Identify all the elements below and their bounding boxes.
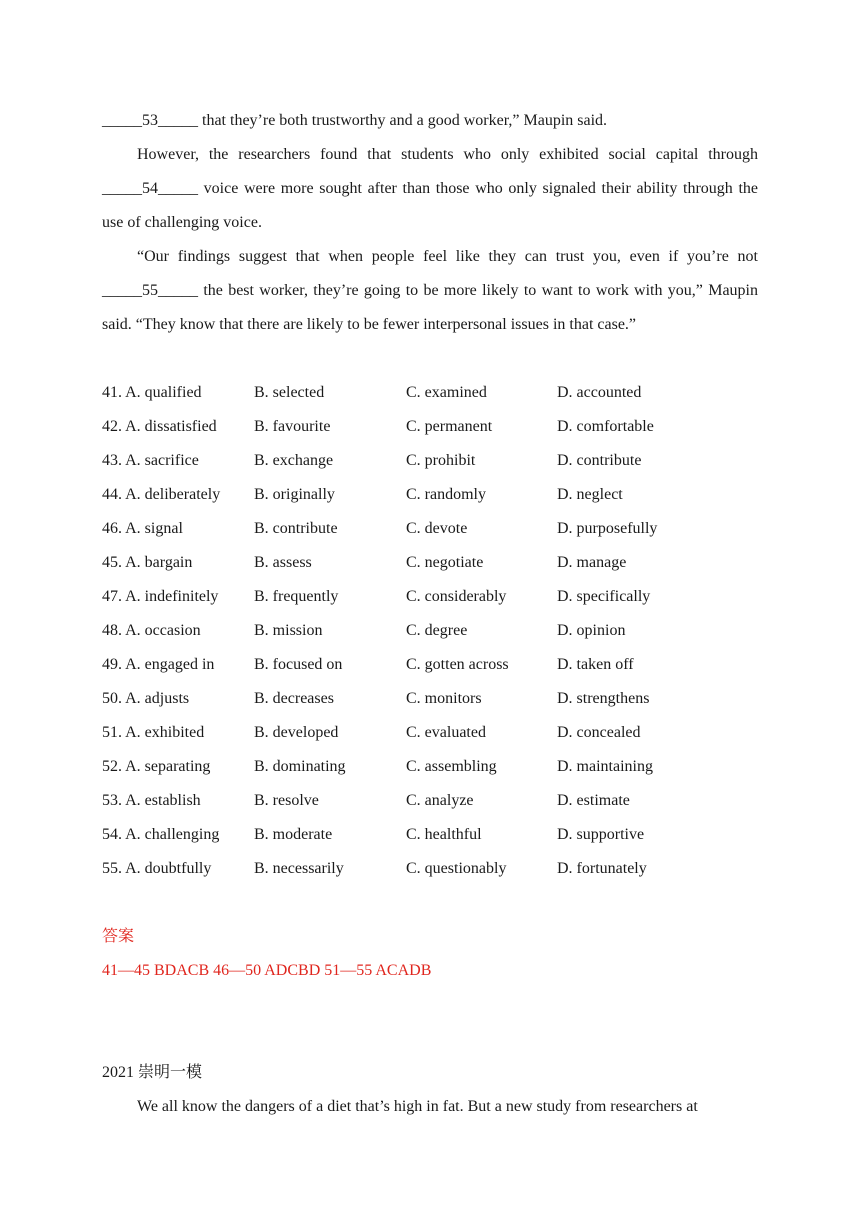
option-b: B. focused on (254, 656, 343, 673)
option-d: D. taken off (557, 656, 634, 673)
option-d: D. specifically (557, 588, 651, 605)
option-b: B. originally (254, 486, 335, 503)
option-c: C. negotiate (406, 554, 484, 571)
option-row (102, 376, 758, 410)
option-b: B. mission (254, 622, 323, 639)
option-d: D. purposefully (557, 520, 658, 537)
option-b: B. developed (254, 724, 339, 741)
option-a: 44. A. deliberately (102, 486, 221, 503)
option-a: 50. A. adjusts (102, 690, 190, 707)
passage-line-53: _____53_____ that they’re both trustworthy and a good worker,” Maupin said. (102, 112, 608, 129)
option-c: C. healthful (406, 826, 482, 843)
option-b: B. decreases (254, 690, 334, 707)
option-row (102, 614, 758, 648)
option-d: D. contribute (557, 452, 642, 469)
option-d: D. estimate (557, 792, 630, 809)
option-a: 48. A. occasion (102, 622, 201, 639)
option-a: 51. A. exhibited (102, 724, 205, 741)
option-c: C. devote (406, 520, 468, 537)
option-a: 47. A. indefinitely (102, 588, 219, 605)
option-b: B. necessarily (254, 860, 344, 877)
option-row (102, 648, 758, 682)
option-c: C. evaluated (406, 724, 486, 741)
option-b: B. moderate (254, 826, 333, 843)
option-b: B. favourite (254, 418, 331, 435)
option-d: D. fortunately (557, 860, 647, 877)
option-d: D. concealed (557, 724, 641, 741)
option-row (102, 444, 758, 478)
option-c: C. examined (406, 384, 487, 401)
option-a: 46. A. signal (102, 520, 183, 537)
option-d: D. opinion (557, 622, 626, 639)
option-d: D. accounted (557, 384, 642, 401)
option-row (102, 750, 758, 784)
option-a: 55. A. doubtfully (102, 860, 212, 877)
option-row (102, 682, 758, 716)
option-row (102, 410, 758, 444)
next-passage-first-line: We all know the dangers of a diet that’s high in fat. But a new study from researchers at (137, 1098, 698, 1115)
option-row (102, 512, 758, 546)
option-c: C. randomly (406, 486, 486, 503)
option-c: C. considerably (406, 588, 507, 605)
option-a: 49. A. engaged in (102, 656, 215, 673)
options-list (102, 376, 758, 886)
option-b: B. assess (254, 554, 312, 571)
option-row (102, 546, 758, 580)
option-a: 42. A. dissatisfied (102, 418, 217, 435)
section-title: 2021 崇明一模 (102, 1064, 203, 1081)
option-d: D. maintaining (557, 758, 653, 775)
option-c: C. monitors (406, 690, 482, 707)
option-a: 43. A. sacrifice (102, 452, 199, 469)
option-b: B. exchange (254, 452, 334, 469)
passage-paragraph-54: However, the researchers found that students who only exhibited social capital through _____54_____ voice were more sought after than those who only signaled their ability through the use of challenging voice. (102, 146, 758, 231)
document-page (102, 104, 758, 1124)
option-row (102, 478, 758, 512)
option-a: 54. A. challenging (102, 826, 220, 843)
option-row (102, 784, 758, 818)
option-row (102, 818, 758, 852)
option-c: C. gotten across (406, 656, 509, 673)
option-b: B. contribute (254, 520, 338, 537)
option-row (102, 580, 758, 614)
option-c: C. analyze (406, 792, 474, 809)
option-c: C. assembling (406, 758, 497, 775)
option-d: D. manage (557, 554, 627, 571)
option-row (102, 852, 758, 886)
option-c: C. permanent (406, 418, 493, 435)
option-c: C. prohibit (406, 452, 476, 469)
option-b: B. resolve (254, 792, 319, 809)
option-a: 52. A. separating (102, 758, 211, 775)
option-a: 41. A. qualified (102, 384, 202, 401)
answer-heading: 答案 (102, 928, 135, 945)
option-b: B. frequently (254, 588, 339, 605)
option-b: B. dominating (254, 758, 346, 775)
option-d: D. supportive (557, 826, 645, 843)
option-d: D. strengthens (557, 690, 650, 707)
option-a: 45. A. bargain (102, 554, 193, 571)
passage-paragraph-55: “Our findings suggest that when people feel like they can trust you, even if you’re not _____55_____ the best worker, they’re going to be more likely to want to work with you,” Maupin said. “They know that there are likely to be fewer interpersonal issues in that case.” (102, 248, 758, 333)
option-b: B. selected (254, 384, 325, 401)
option-c: C. questionably (406, 860, 507, 877)
option-row (102, 716, 758, 750)
option-c: C. degree (406, 622, 468, 639)
option-d: D. comfortable (557, 418, 654, 435)
option-a: 53. A. establish (102, 792, 201, 809)
answer-key: 41—45 BDACB 46—50 ADCBD 51—55 ACADB (102, 962, 432, 979)
option-d: D. neglect (557, 486, 623, 503)
